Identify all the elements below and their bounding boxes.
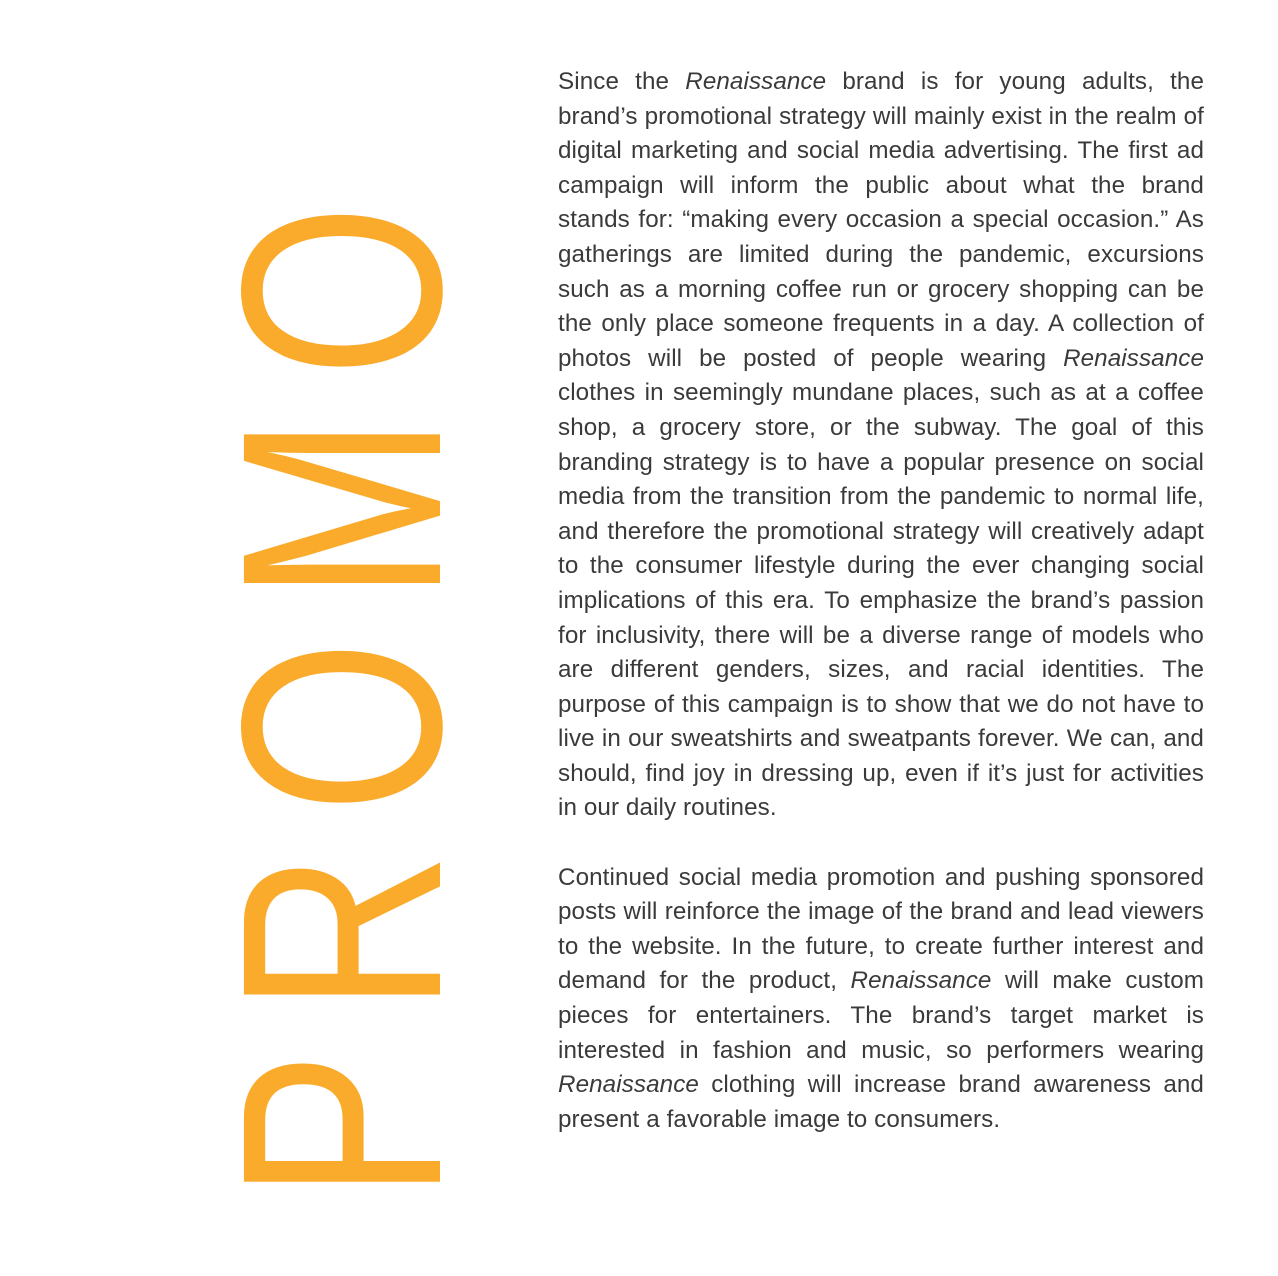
page-title-text: PROMO <box>183 165 501 1200</box>
text-run: clothes in seemingly mundane places, such as at a coffee shop, a grocery store, or the subway. The goal of this branding strategy is to have a popular presence on social media from the transition from the pandemic to normal life, and therefore the promotional strategy will creatively adapt to the consumer lifestyle during the ever changing social implications of this era. To emphasize the brand’s passion for inclusivity, there will be a diverse range of models who are different genders, sizes, and racial identities. The purpose of this campaign is to show that we do not have to live in our sweatshirts and sweatpants forever. We can, and should, find joy in dressing up, even if it’s just for activities in our daily routines. <box>558 379 1204 822</box>
vertical-title-container <box>183 165 501 1200</box>
brand-name-italic: Renaissance <box>850 967 992 995</box>
text-run: Since the <box>558 68 686 95</box>
text-run: will make custom pieces for entertainers. The brand’s target market is interested in fashion and music, so performers wearing <box>558 967 1204 1064</box>
brand-name-italic: Renaissance <box>1063 344 1204 372</box>
text-run: clothing will increase brand awareness and present a favorable image to consumers. <box>558 1071 1204 1133</box>
paragraph-1 <box>558 65 1204 826</box>
paragraph-2 <box>558 861 1204 1138</box>
text-run: Continued social media promotion and pushing sponsored posts will reinforce the image of the brand and lead viewers to the website. In the future, to create further interest and demand for the product, <box>558 863 1204 995</box>
text-run: brand is for young adults, the brand’s promotional strategy will mainly exist in the realm of digital marketing and social media advertising. The first ad campaign will inform the public about what the brand stands for: “making every occasion a special occasion.” As gatherings are limited during the pandemic, excursions such as a morning coffee run or grocery shopping can be the only place someone frequents in a day. A collection of photos will be posted of people wearing <box>558 68 1204 372</box>
brand-name-italic: Renaissance <box>558 1071 699 1099</box>
brand-name-italic: Renaissance <box>685 68 827 95</box>
page-title <box>183 165 501 1200</box>
body-text <box>558 65 1204 1137</box>
